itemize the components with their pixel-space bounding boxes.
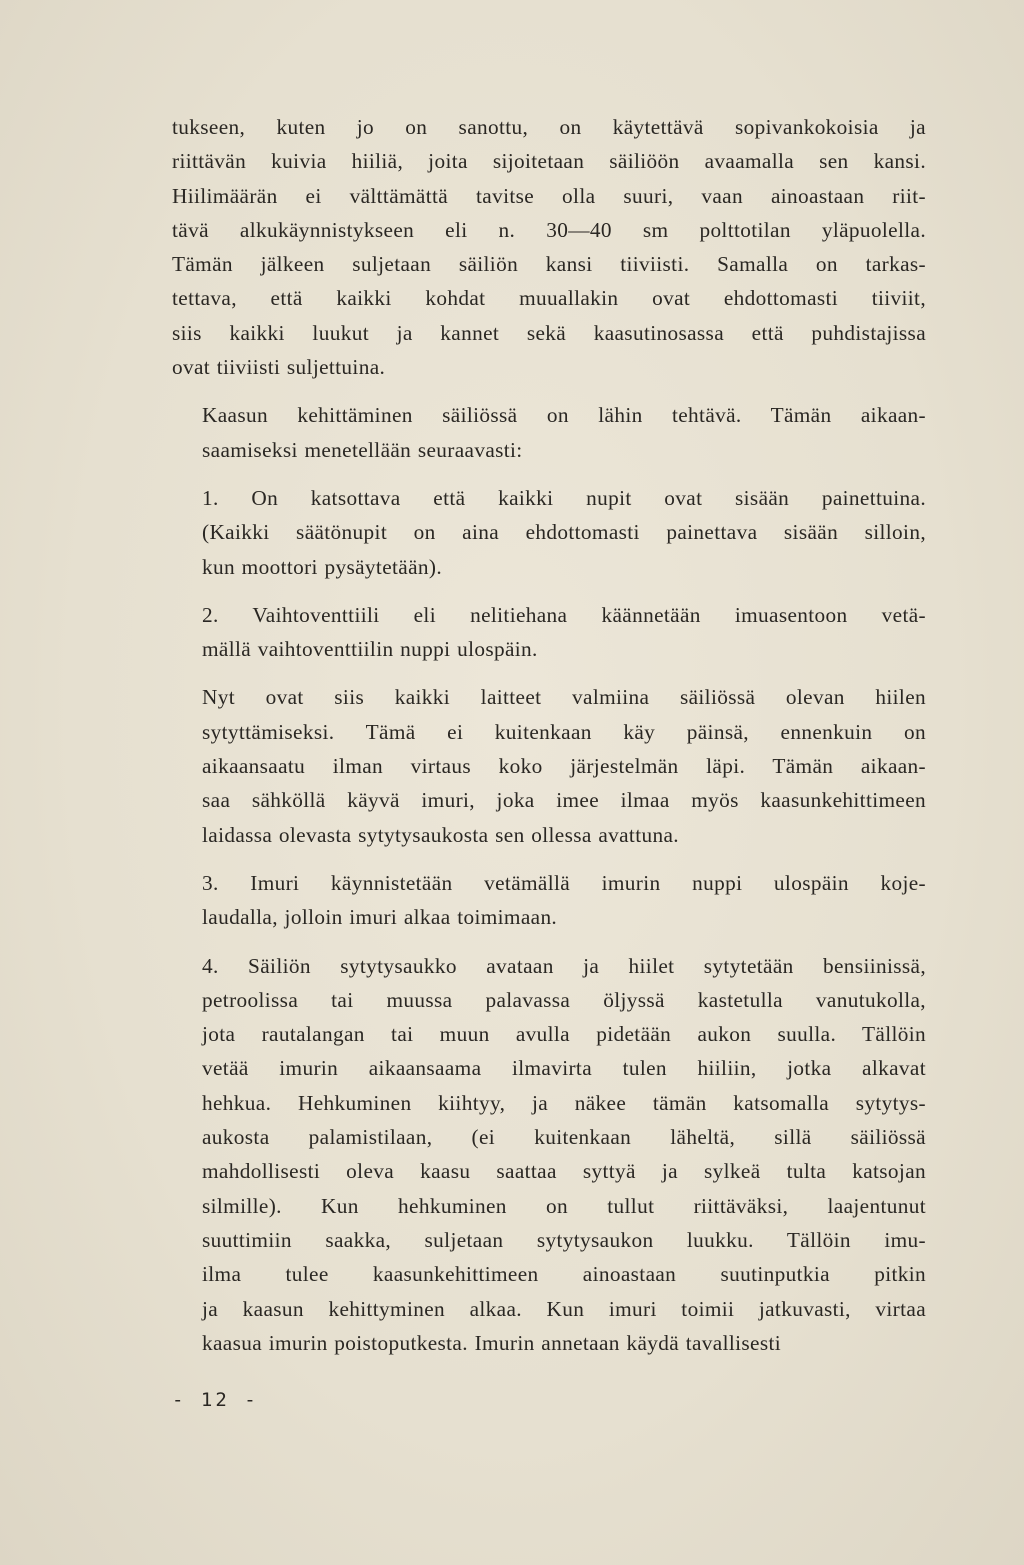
text-line: Tämän jälkeen suljetaan säiliön kansi tiiviisti. Samalla on tarkas- [172,252,926,277]
paragraph-p1 [172,110,926,384]
paragraph-p5 [172,680,926,851]
text-line: saamiseksi menetellään seuraavasti: [202,437,523,462]
text-line: 2. Vaihtoventtiili eli nelitiehana käännetään imuasentoon vetä- [202,602,926,627]
paragraph-p3 [172,481,926,584]
text-line: vetää imurin aikaansaama ilmavirta tulen hiiliin, jotka alkavat [202,1056,926,1081]
text-line: laidassa olevasta sytytysaukosta sen ollessa avattuna. [202,822,679,847]
text-line: 3. Imuri käynnistetään vetämällä imurin nuppi ulospäin koje- [202,870,926,895]
text-line: tettava, että kaikki kohdat muuallakin ovat ehdottomasti tiiviit, [172,286,926,311]
page-number: - 12 - [172,1389,259,1411]
paragraph-list [172,110,926,1360]
text-line: silmille). Kun hehkuminen on tullut riittäväksi, laajentunut [202,1193,926,1218]
paragraph-p2 [172,398,926,467]
text-line: Nyt ovat siis kaikki laitteet valmiina säiliössä olevan hiilen [202,685,926,710]
text-line: saa sähköllä käyvä imuri, joka imee ilmaa myös kaasunkehittimeen [202,788,926,813]
text-line: siis kaikki luukut ja kannet sekä kaasutinosassa että puhdistajissa [172,320,926,345]
text-line: laudalla, jolloin imuri alkaa toimimaan. [202,905,558,930]
text-line: petroolissa tai muussa palavassa öljyssä kastetulla vanutukolla, [202,987,926,1012]
text-line: ilma tulee kaasunkehittimeen ainoastaan suutinputkia pitkin [202,1262,926,1287]
text-line: tävä alkukäynnistykseen eli n. 30—40 sm polttotilan yläpuolella. [172,217,926,242]
body-text [172,110,926,1360]
text-line: tukseen, kuten jo on sanottu, on käytettävä sopivankokoisia ja [172,115,926,139]
text-line: Kaasun kehittäminen säiliössä on lähin tehtävä. Tämän aikaan- [202,403,926,428]
text-line: suuttimiin saakka, suljetaan sytytysaukon luukku. Tällöin imu- [202,1227,926,1252]
paragraph-p4 [172,598,926,667]
paragraph-p6 [172,866,926,935]
text-line: aikaansaatu ilman virtaus koko järjestelmän läpi. Tämän aikaan- [202,754,926,779]
text-line: sytyttämiseksi. Tämä ei kuitenkaan käy päinsä, ennenkuin on [202,719,926,744]
text-line: ovat tiiviisti suljettuina. [172,355,386,380]
text-line: kun moottori pysäytetään). [202,554,442,579]
text-line: ja kaasun kehittyminen alkaa. Kun imuri toimii jatkuvasti, virtaa [202,1296,926,1321]
text-line: aukosta palamistilaan, (ei kuitenkaan läheltä, sillä säiliössä [202,1125,926,1150]
text-line: 4. Säiliön sytytysaukko avataan ja hiilet sytytetään bensiinissä, [202,953,926,978]
text-line: (Kaikki säätönupit on aina ehdottomasti painettava sisään silloin, [202,520,926,545]
text-line: Hiilimäärän ei välttämättä tavitse olla suuri, vaan ainoastaan riit- [172,183,926,208]
text-line: mällä vaihtoventtiilin nuppi ulospäin. [202,637,538,662]
text-line: 1. On katsottava että kaikki nupit ovat sisään painettuina. [202,485,926,510]
text-line: jota rautalangan tai muun avulla pidetään aukon suulla. Tällöin [202,1022,926,1047]
text-line: hehkua. Hehkuminen kiihtyy, ja näkee tämän katsomalla sytytys- [202,1090,926,1115]
text-line: kaasua imurin poistoputkesta. Imurin annetaan käydä tavallisesti [202,1330,782,1355]
paragraph-p7 [172,949,926,1361]
text-line: mahdollisesti oleva kaasu saattaa syttyä ja sylkeä tulta katsojan [202,1159,926,1184]
text-line: riittävän kuivia hiiliä, joita sijoitetaan säiliöön avaamalla sen kansi. [172,149,926,174]
